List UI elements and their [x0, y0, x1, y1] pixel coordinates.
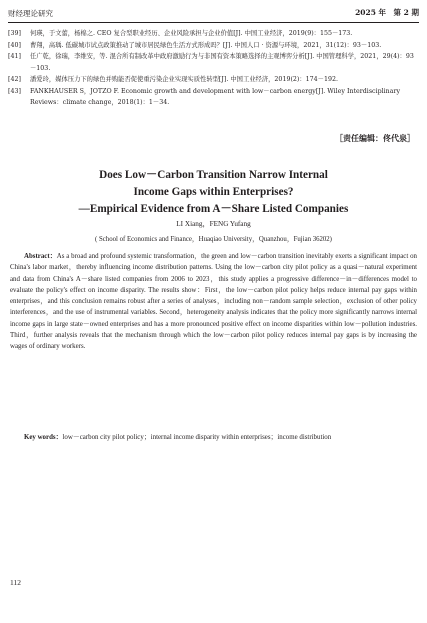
reference-text: 何瑛，于文蕾，杨棉之. CEO 复合型职业经历、企业风险承担与企业价值[J]. 中国工业经济，2019(9)：155－173.: [30, 30, 353, 37]
issue-info: 2025 年 第 2 期: [355, 8, 419, 17]
title-line: Income Gaps within Enterprises?: [133, 186, 294, 198]
affiliation: ( School of Economics and Finance，Huaqiao University，Quanzhou，Fujian 36202): [95, 236, 332, 243]
paper-title: [0, 167, 427, 218]
reference-number: [39]: [8, 30, 21, 37]
reference-number: [40]: [8, 41, 21, 49]
reference-text: 任广乾，徐瑞，李维安，等. 混合所有制改革中政府激励行为与非国有资本策略选择的主观博弈分析[J]. 中国管理科学，2021，29(4)：93－103.: [30, 53, 414, 72]
keywords-label: Key words：: [24, 434, 63, 441]
abstract: [10, 251, 417, 353]
keywords: [10, 432, 417, 443]
reference-number: [43]: [8, 87, 21, 95]
abstract-label: Abstract：: [24, 253, 57, 260]
reference-number: [41]: [8, 53, 21, 60]
authors: LI Xiang，FENG Yufang: [176, 220, 251, 228]
reference-item: [8, 51, 419, 74]
title-line: Does Low－Carbon Transition Narrow Internal: [99, 169, 328, 181]
reference-item: [8, 40, 419, 52]
running-header: [8, 6, 419, 20]
keywords-text: low－carbon city pilot policy；internal income disparity within enterprises；income distribution: [62, 434, 332, 441]
responsible-editor: ［责任编辑：佟代泉］: [335, 133, 415, 143]
reference-list: [8, 28, 419, 109]
abstract-text: As a broad and profound systemic transformation，the green and low－carbon transition inevitably exerts a significant impact on China's labor market，thereby influencing income distribution patterns. Using the low－carbon city pilot policy as a quasi－natural experiment and data from China's A－share listed companies from 2006 to 2023，this study applies a progressive difference－in－differences model to evaluate the policy's effect on income disparity. The results show：First，the low－carbon pilot policy helps reduce internal pay gaps within enterprises，and this conclusion remains robust after a series of analyses，including non－random sample selection，exclusion of other policy interferences，and the use of instrumental variables. Second，heterogeneity analysis indicates that the policy more significantly narrows internal income gaps in large state－owned enterprises and has a more pronounced positive effect on income disparities within low－pollution industries. Third，further analysis reveals that the mechanism through which the low－carbon pilot policy reduces internal pay gaps is by increasing the wages of ordinary workers.: [10, 253, 417, 351]
reference-number: [42]: [8, 76, 21, 83]
reference-text: FANKHAUSER S，JOTZO F. Economic growth and development with low－carbon energy[J]. Wiley Interdisciplinary Reviews：climate change，2018(1)：1－34.: [30, 87, 401, 106]
reference-item: [8, 74, 419, 86]
page-number: 112: [10, 578, 21, 587]
reference-text: 潘爱玲，媒体压力下的绿色并购能否促使重污染企业实现实质性转型[J]. 中国工业经济，2019(2)：174－192.: [30, 76, 339, 83]
reference-item: [8, 86, 419, 109]
subtitle-line: —Empirical Evidence from A－Share Listed Companies: [78, 203, 349, 215]
header-rule: [8, 22, 419, 23]
journal-name: 财经理论研究: [8, 9, 53, 18]
reference-text: 曹翔，高瑀. 低碳城市试点政策推动了城市居民绿色生活方式形成吗？[J]. 中国人口 · 资源与环境，2021，31(12)：93－103.: [30, 41, 382, 49]
reference-item: [8, 28, 419, 40]
